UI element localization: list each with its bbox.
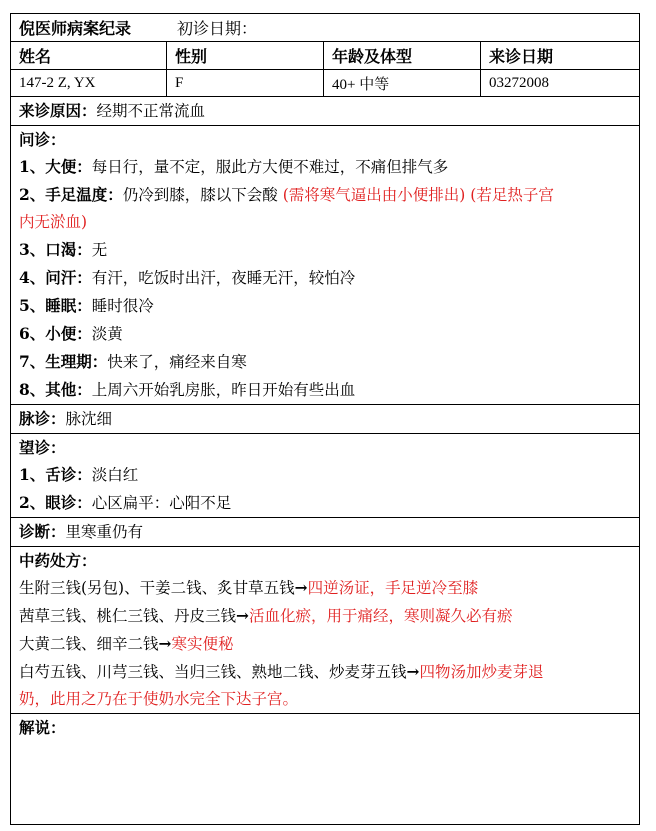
inquiry-item-label: 8、其他： xyxy=(19,380,92,399)
inquiry-item-note: (需将寒气逼出由小便排出) xyxy=(282,186,466,204)
observation-item-label: 1、舌诊： xyxy=(19,465,92,484)
inquiry-item-limb-temperature xyxy=(11,181,639,236)
inquiry-item-note: (若足热子宫 xyxy=(465,186,554,204)
pulse-label: 脉诊： xyxy=(19,409,66,428)
observation-label: 望诊： xyxy=(19,438,66,457)
prescription-note: 活血化瘀，用于痛经，寒则凝久必有瘀 xyxy=(249,607,513,625)
column-name: 姓名 xyxy=(11,42,167,69)
inquiry-item-text: 睡时很冷 xyxy=(91,297,154,315)
observation-item-text: 淡白红 xyxy=(91,466,139,484)
arrow-icon: → xyxy=(158,634,172,653)
visit-reason-label: 来诊原因： xyxy=(19,101,97,120)
prescription-note: 寒实便秘 xyxy=(171,635,234,653)
observation-item-text: 心区扁平：心阳不足 xyxy=(91,494,232,512)
inquiry-item-label: 6、小便： xyxy=(19,324,92,343)
prescription-herbs: 大黄二钱、细辛二钱 xyxy=(19,635,159,653)
arrow-icon: → xyxy=(294,578,308,597)
prescription-note: 奶，此用之乃在于使奶水完全下达子宫。 xyxy=(19,690,299,708)
prescription-herbs: 茜草三钱、桃仁三钱、丹皮三钱 xyxy=(19,607,237,625)
inquiry-item-label: 3、口渴： xyxy=(19,240,92,259)
arrow-icon: → xyxy=(236,606,250,625)
inquiry-item-urine xyxy=(11,320,639,348)
diagnosis-label: 诊断： xyxy=(19,522,66,541)
column-visit-date: 来诊日期 xyxy=(489,47,554,66)
column-sex: 性别 xyxy=(167,42,324,69)
inquiry-item-thirst xyxy=(11,236,639,264)
inquiry-item-text: 快来了，痛经来自寒 xyxy=(107,353,247,371)
observation-section xyxy=(11,434,639,518)
explanation-label: 解说： xyxy=(19,718,66,737)
inquiry-item-stool xyxy=(11,153,639,181)
inquiry-item-label: 4、问汗： xyxy=(19,268,92,287)
inquiry-item-text: 每日行，量不定，服此方大便不难过，不痛但排气多 xyxy=(91,158,449,176)
prescription-label: 中药处方： xyxy=(19,551,97,570)
inquiry-section xyxy=(11,126,639,405)
inquiry-item-label: 5、睡眠： xyxy=(19,296,92,315)
observation-item-label: 2、眼诊： xyxy=(19,493,92,512)
observation-item-eye xyxy=(11,489,639,517)
first-visit-label: 初诊日期： xyxy=(177,19,258,38)
prescription-line xyxy=(11,658,639,713)
prescription-note: 四逆汤证，手足逆冷至膝 xyxy=(307,579,479,597)
inquiry-item-label: 7、生理期： xyxy=(19,352,108,371)
inquiry-label: 问诊： xyxy=(19,130,66,149)
patient-visit-date: 03272008 xyxy=(489,75,549,91)
inquiry-item-menstruation xyxy=(11,348,639,376)
record-title: 倪医师病案纪录 xyxy=(19,19,132,38)
prescription-herbs: 生附三钱(另包)、干姜二钱、炙甘草五钱 xyxy=(19,579,295,597)
inquiry-item-note: 内无淤血) xyxy=(19,213,88,231)
inquiry-item-label: 1、大便： xyxy=(19,157,92,176)
explanation-section xyxy=(11,714,639,824)
inquiry-item-text: 无 xyxy=(91,241,108,259)
inquiry-item-text: 淡黄 xyxy=(91,325,123,343)
pulse-diagnosis xyxy=(11,405,639,434)
observation-item-tongue xyxy=(11,461,639,489)
patient-table-header xyxy=(11,42,639,70)
prescription-line xyxy=(11,602,639,630)
prescription-line xyxy=(11,630,639,658)
patient-name: 147-2 Z, YX xyxy=(11,70,167,97)
prescription-line xyxy=(11,574,639,602)
inquiry-item-text: 仍冷到膝，膝以下会酸 xyxy=(122,186,283,204)
prescription-herbs: 白芍五钱、川芎三钱、当归三钱、熟地二钱、炒麦芽五钱 xyxy=(19,663,407,681)
prescription-note: 四物汤加炒麦芽退 xyxy=(419,663,544,681)
record-header xyxy=(11,14,639,42)
column-age-build: 年龄及体型 xyxy=(324,42,481,69)
patient-sex: F xyxy=(167,70,324,97)
pulse-text: 脉沈细 xyxy=(65,410,113,428)
patient-age-build: 40+ 中等 xyxy=(324,70,481,97)
inquiry-item-sweat xyxy=(11,264,639,292)
patient-table-row xyxy=(11,70,639,97)
arrow-icon: → xyxy=(406,662,420,681)
medical-record-sheet xyxy=(10,13,640,825)
visit-reason-text: 经期不正常流血 xyxy=(96,102,206,120)
inquiry-item-label: 2、手足温度： xyxy=(19,185,123,204)
visit-reason xyxy=(11,97,639,126)
inquiry-item-text: 上周六开始乳房胀，昨日开始有些出血 xyxy=(91,381,356,399)
inquiry-item-other xyxy=(11,376,639,404)
prescription-section xyxy=(11,547,639,714)
inquiry-item-sleep xyxy=(11,292,639,320)
diagnosis-text: 里寒重仍有 xyxy=(65,523,144,541)
inquiry-item-text: 有汗，吃饭时出汗，夜睡无汗，较怕冷 xyxy=(91,269,356,287)
diagnosis xyxy=(11,518,639,547)
